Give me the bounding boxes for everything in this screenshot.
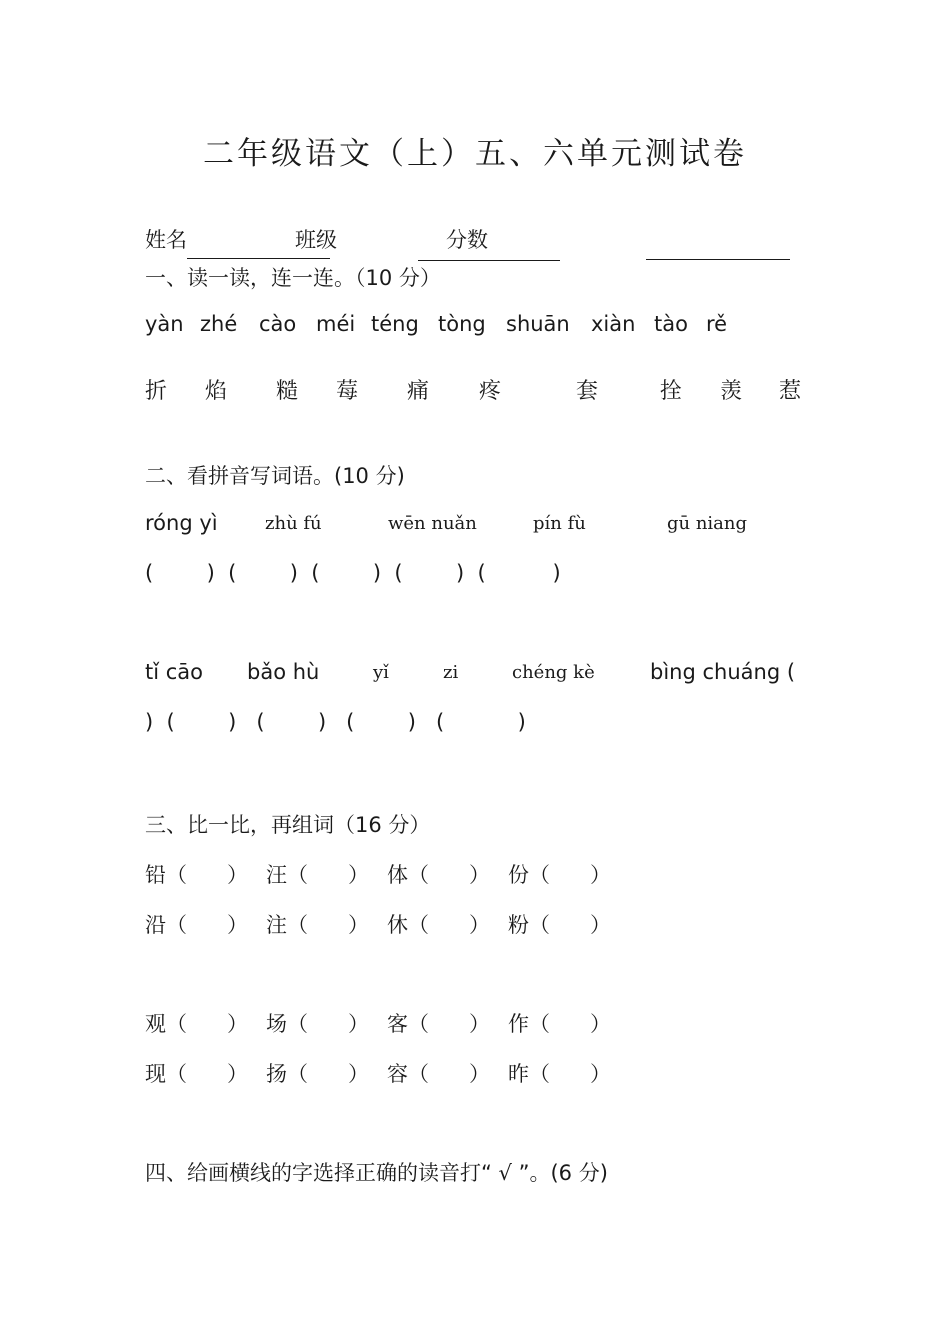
s1-char[interactable]: 惹 xyxy=(779,379,802,404)
s2-pinyin: wēn nuǎn xyxy=(388,513,477,534)
s1-pinyin: méi xyxy=(316,312,356,336)
s2-pinyin: gū niang xyxy=(667,513,748,534)
class-underline[interactable] xyxy=(418,260,560,261)
s3-item[interactable]: 汪（ ） xyxy=(266,863,370,887)
s3-item[interactable]: 铅（ ） xyxy=(145,863,249,887)
s1-char[interactable]: 痛 xyxy=(407,379,430,404)
s3-item[interactable]: 粉（ ） xyxy=(508,913,612,937)
class-label: 班级 xyxy=(295,228,337,252)
s3-item[interactable]: 容（ ） xyxy=(387,1062,491,1086)
s3-item[interactable]: 份（ ） xyxy=(508,863,612,887)
s1-char[interactable]: 拴 xyxy=(660,379,683,404)
name-underline[interactable] xyxy=(187,258,330,259)
section4-heading: 四、给画横线的字选择正确的读音打“ √ ”。(6 分) xyxy=(145,1161,608,1185)
s1-char[interactable]: 羡 xyxy=(720,379,743,404)
name-label: 姓名 xyxy=(145,228,187,252)
s2-pinyin: zi xyxy=(443,662,459,683)
s1-char[interactable]: 莓 xyxy=(336,379,359,404)
s1-char[interactable]: 焰 xyxy=(205,379,228,404)
score-label: 分数 xyxy=(446,228,488,252)
s3-item[interactable]: 观（ ） xyxy=(145,1012,249,1036)
s1-pinyin: shuān xyxy=(506,312,570,336)
s2-pinyin: chéng kè xyxy=(512,662,595,683)
s3-item[interactable]: 注（ ） xyxy=(266,913,370,937)
s1-char[interactable]: 套 xyxy=(576,379,599,404)
s1-pinyin: cào xyxy=(259,312,297,336)
s2-pinyin: bìng chuáng ( xyxy=(650,660,796,684)
s1-pinyin: tòng xyxy=(438,312,486,336)
s3-item[interactable]: 休（ ） xyxy=(387,913,491,937)
s2-answer-blanks-1[interactable]: ( ) ( ) ( ) ( ) ( ) xyxy=(145,561,561,585)
s1-pinyin: yàn xyxy=(145,312,184,336)
s3-item[interactable]: 昨（ ） xyxy=(508,1062,612,1086)
s2-pinyin: yǐ xyxy=(373,662,389,683)
s1-char[interactable]: 折 xyxy=(145,379,168,404)
s1-pinyin: zhé xyxy=(200,312,238,336)
section3-heading: 三、比一比，再组词（16 分） xyxy=(145,813,431,837)
s3-item[interactable]: 扬（ ） xyxy=(266,1062,370,1086)
s2-pinyin: pín fù xyxy=(533,513,586,534)
score-underline[interactable] xyxy=(646,259,790,260)
s1-char[interactable]: 糙 xyxy=(276,379,299,404)
s2-pinyin: bǎo hù xyxy=(247,660,320,684)
s1-char[interactable]: 疼 xyxy=(479,379,502,404)
s1-pinyin: tào xyxy=(654,312,688,336)
s3-item[interactable]: 客（ ） xyxy=(387,1012,491,1036)
s3-item[interactable]: 现（ ） xyxy=(145,1062,249,1086)
section2-heading: 二、看拼音写词语。(10 分) xyxy=(145,464,405,488)
s3-item[interactable]: 体（ ） xyxy=(387,863,491,887)
s1-pinyin: xiàn xyxy=(591,312,636,336)
s3-item[interactable]: 场（ ） xyxy=(266,1012,370,1036)
page-title: 二年级语文（上）五、六单元测试卷 xyxy=(203,136,747,172)
section1-heading: 一、读一读，连一连。（10 分） xyxy=(145,266,441,290)
s2-pinyin: zhù fú xyxy=(265,513,322,534)
s1-pinyin: rě xyxy=(706,312,728,336)
s2-pinyin: tǐ cāo xyxy=(145,660,204,684)
s3-item[interactable]: 作（ ） xyxy=(508,1012,612,1036)
s3-item[interactable]: 沿（ ） xyxy=(145,913,249,937)
s2-answer-blanks-2[interactable]: ) ( ) ( ) ( ) ( ) xyxy=(145,710,526,734)
s2-pinyin: róng yì xyxy=(145,511,218,535)
s1-pinyin: téng xyxy=(371,312,419,336)
